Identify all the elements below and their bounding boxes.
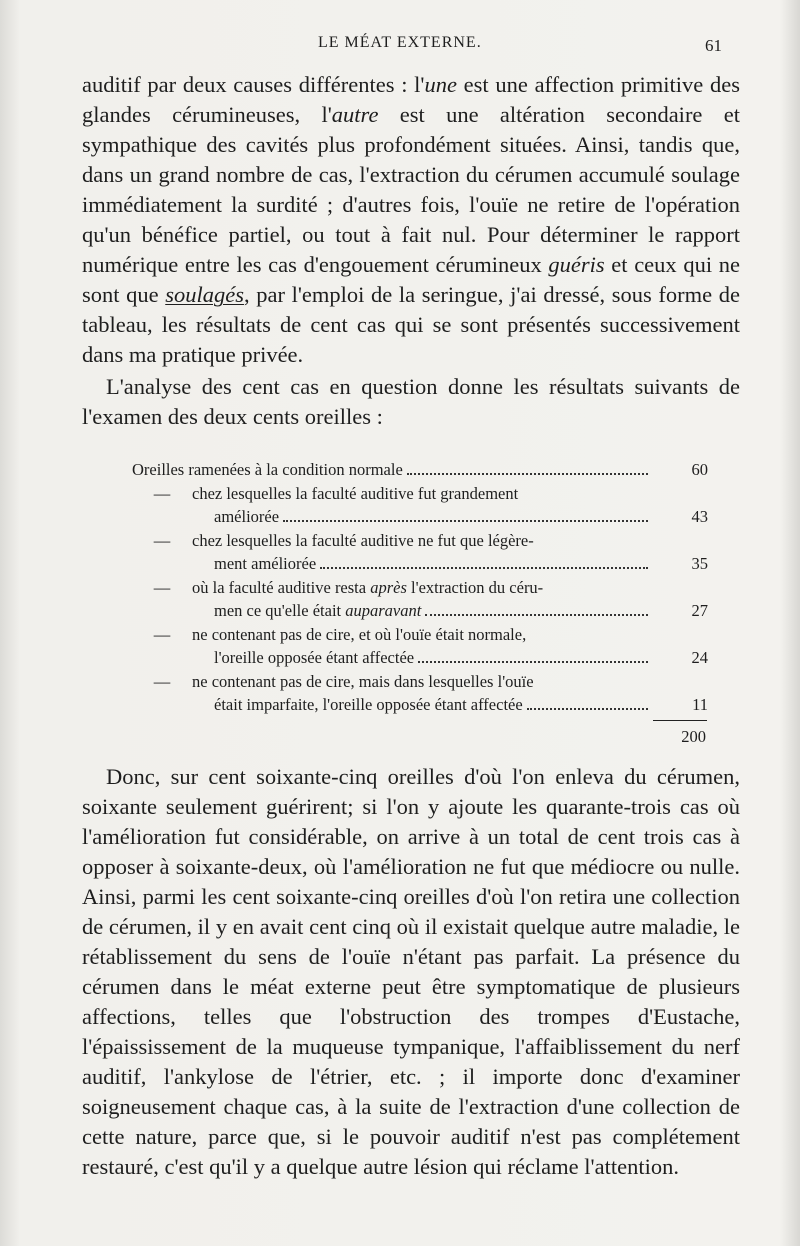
row-dash: —: [153, 624, 171, 644]
row-dash: —: [153, 530, 171, 550]
leader-dots: [283, 520, 648, 522]
row-2-line-1: chez lesquelles la faculté auditive fut grandement: [192, 483, 519, 503]
row-2-value: 43: [691, 507, 708, 526]
row-5-value: 24: [691, 648, 708, 667]
table-row: [132, 529, 708, 576]
row-3-line-2: ment améliorée: [214, 554, 317, 573]
paragraph-3: [82, 762, 740, 1182]
running-head: [0, 34, 800, 58]
p2-text: L'analyse des cent cas en question donne les résultats suivants de l'examen des deux cents oreilles :: [82, 374, 740, 429]
row-6-line-1: ne contenant pas de cire, mais dans lesquelles l'ouïe: [192, 671, 534, 691]
leader-dots: [418, 661, 648, 663]
leader-dots: [527, 708, 648, 710]
p3-text: Donc, sur cent soixante-cinq oreilles d'où l'on enleva du cérumen, soixante seulement guérirent; si l'on y ajoute les quarante-trois cas où l'amélioration fut considérable, on arrive à un total de cent trois cas à opposer à soixante-deux, où l'amélioration ne fut que médiocre ou nulle. Ainsi, parmi les cent soixante-cinq oreilles d'où l'on retira une collection de cérumen, il y en avait cent cinq où il existait quelque autre maladie, le rétablissement du sens de l'ouïe n'étant pas parfait. La présence du cérumen dans le méat externe peut être symptomatique de plusieurs affections, telles que l'obstruction des trompes d'Eustache, l'épaississement de la muqueuse tympanique, l'affaiblissement du nerf auditif, l'ankylose de l'étrier, etc. ; il importe donc d'examiner soigneusement chaque cas, à la suite de l'extraction d'une collection de cette nature, parce que, si le pouvoir auditif n'est pas complétement restauré, c'est qu'il y a quelque autre lésion qui réclame l'attention.: [82, 764, 740, 1179]
p1-text-e: , par l'emploi de la seringue, j'ai dressé, sous forme de tableau, les résultats de cent cas qui se sont présentés successivement dans ma pratique privée.: [82, 282, 740, 367]
row-1-label: Oreilles ramenées à la condition normale: [132, 460, 403, 479]
table-total: 200: [681, 727, 706, 746]
table-row: [132, 482, 708, 529]
row-5-line-2: l'oreille opposée étant affectée: [214, 648, 415, 667]
running-title: LE MÉAT EXTERNE.: [318, 34, 482, 51]
p1-text-c: est une altération secondaire et sympathique des cavités plus profondément situées. Ainsi, tandis que, dans un grand nombre de cas, l'extraction du cérumen accumulé soulage immédiatement la surdité ; d'autres fois, l'ouïe ne retire de l'opération qu'un bénéfice partiel, ou tout à fait nul. Pour déterminer le rapport numérique entre les cas d'engouement cérumineux: [82, 102, 740, 277]
row-5-line-1: ne contenant pas de cire, et où l'ouïe était normale,: [192, 624, 527, 644]
leader-dots: [425, 614, 648, 616]
table-row: [132, 670, 708, 717]
leader-dots: [407, 473, 648, 475]
row-4-line-1: où la faculté auditive resta: [192, 577, 371, 597]
row-4-value: 27: [691, 601, 708, 620]
p1-emphasis-gueris: guéris: [548, 252, 605, 277]
results-table: [132, 458, 708, 717]
page-number: 61: [705, 36, 722, 55]
row-2-line-2: améliorée: [214, 507, 280, 526]
leader-dots: [320, 567, 648, 569]
row-4-emphasis-auparavant: auparavant: [345, 601, 422, 620]
row-4-emphasis-apres: après: [370, 577, 407, 597]
row-3-value: 35: [691, 554, 708, 573]
p1-emphasis-soulages: soulagés: [165, 282, 244, 307]
table-row: [132, 576, 708, 623]
row-1-value: 60: [691, 460, 708, 479]
row-dash: —: [153, 483, 171, 503]
row-3-line-1: chez lesquelles la faculté auditive ne fut que légère-: [192, 530, 534, 550]
paragraph-2: [82, 372, 740, 432]
p1-text-a: auditif par deux causes différentes : l': [82, 72, 425, 97]
row-4-line-1-end: l'extraction du céru-: [406, 577, 544, 597]
p1-text-d: et ceux qui ne sont que: [82, 252, 740, 307]
table-row: [132, 458, 708, 482]
paragraph-1: [82, 70, 740, 370]
row-6-value: 11: [692, 695, 708, 714]
row-6-line-2: était imparfaite, l'oreille opposée étant affectée: [214, 695, 523, 714]
row-dash: —: [153, 577, 171, 597]
p1-emphasis-une: une: [424, 72, 457, 97]
table-row: [132, 623, 708, 670]
p1-text-b: est une affection primitive des glandes cérumineuses, l': [82, 72, 740, 127]
p1-emphasis-autre: autre: [331, 102, 379, 127]
total-rule: [653, 720, 707, 721]
row-dash: —: [153, 671, 171, 691]
row-4-line-2: men ce qu'elle était: [214, 601, 346, 620]
